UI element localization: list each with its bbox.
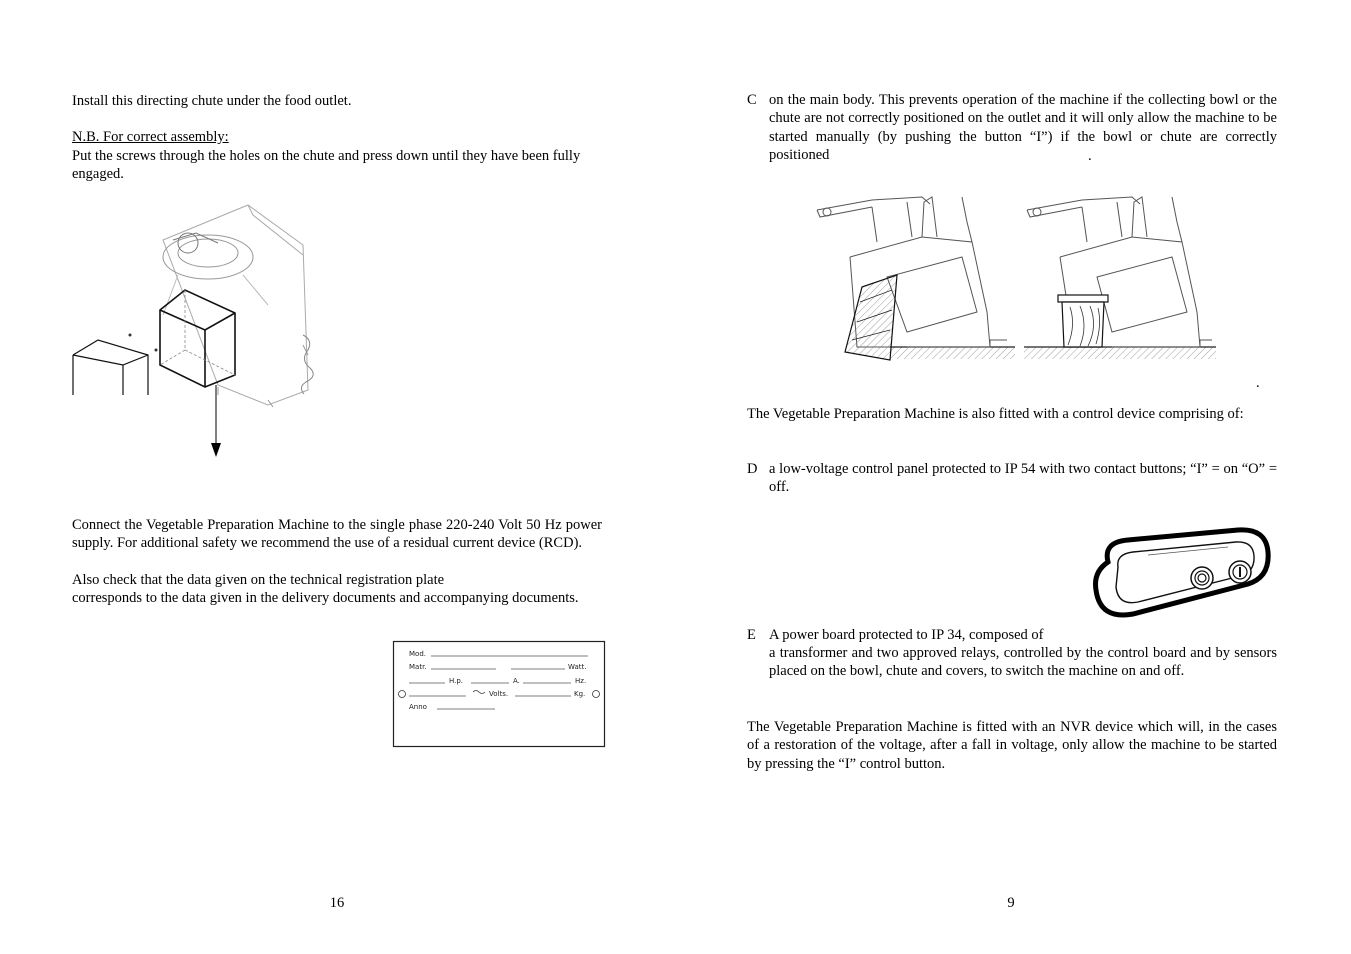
plate-watt-label: Watt. [568, 663, 587, 671]
plate-a-label: A. [513, 677, 520, 685]
control-panel-illustration [1088, 522, 1273, 622]
para-nvr: The Vegetable Preparation Machine is fitted with an NVR device which will, in the cases of a restoration of the voltage, after a fall in voltage, only allow the machine to be started by pressing the “I” control button. [747, 719, 1277, 772]
plate-matr-label: Matr. [409, 663, 427, 671]
para-control: The Vegetable Preparation Machine is also fitted with a control device comprising of: [747, 406, 1244, 422]
item-c-dot: . [1088, 148, 1092, 164]
plate-anno-label: Anno [409, 703, 427, 711]
plate-kg-label: Kg. [574, 690, 586, 698]
item-d-letter: D [747, 461, 758, 477]
para-connect: Connect the Vegetable Preparation Machine to the single phase 220-240 Volt 50 Hz power supply. For additional safety we recommend the use of a residual current device (RCD). [72, 517, 602, 552]
registration-plate [393, 641, 606, 748]
item-d-text: a low-voltage control panel protected to IP 54 with two contact buttons; “I” = on “O” = off. [769, 461, 1277, 496]
item-e-line1: A power board protected to IP 34, composed of [769, 627, 1044, 643]
plate-hz-label: Hz. [575, 677, 587, 685]
machine-chute-bowl-illustration [812, 182, 1222, 367]
item-d [747, 460, 1277, 498]
item-c [747, 91, 1277, 166]
item-e-letter: E [747, 627, 756, 643]
para-screws: Put the screws through the holes on the chute and press down until they have been fully engaged. [72, 148, 581, 183]
item-e-line2: a transformer and two approved relays, controlled by the control board and by sensors placed on the bowl, chute and covers, to switch the machine on and off. [769, 645, 1277, 680]
page-number-left: 16 [329, 895, 345, 911]
para-check-2: corresponds to the data given in the delivery documents and accompanying documents. [72, 590, 579, 606]
para-install: Install this directing chute under the food outlet. [72, 93, 352, 109]
para-check-1: Also check that the data given on the technical registration plate [72, 572, 445, 588]
chute-assembly-illustration [68, 195, 328, 460]
plate-volts-label: Volts. [489, 690, 509, 698]
item-c-text: on the main body. This prevents operation of the machine if the collecting bowl or the chute are not correctly positioned on the outlet and it will only allow the machine to be started manually (by pushing the button “I”) if the bowl or chute are correctly positioned [769, 92, 1277, 163]
plate-hp-label: H.p. [449, 677, 464, 685]
plate-mod-label: Mod. [409, 650, 426, 658]
item-c-letter: C [747, 92, 757, 108]
page-number-right: 9 [1007, 895, 1015, 911]
on-button-icon [1229, 561, 1251, 583]
off-button-icon [1191, 567, 1213, 589]
figure-dot: . [1256, 375, 1260, 391]
nb-heading: N.B. For correct assembly: [72, 129, 229, 145]
